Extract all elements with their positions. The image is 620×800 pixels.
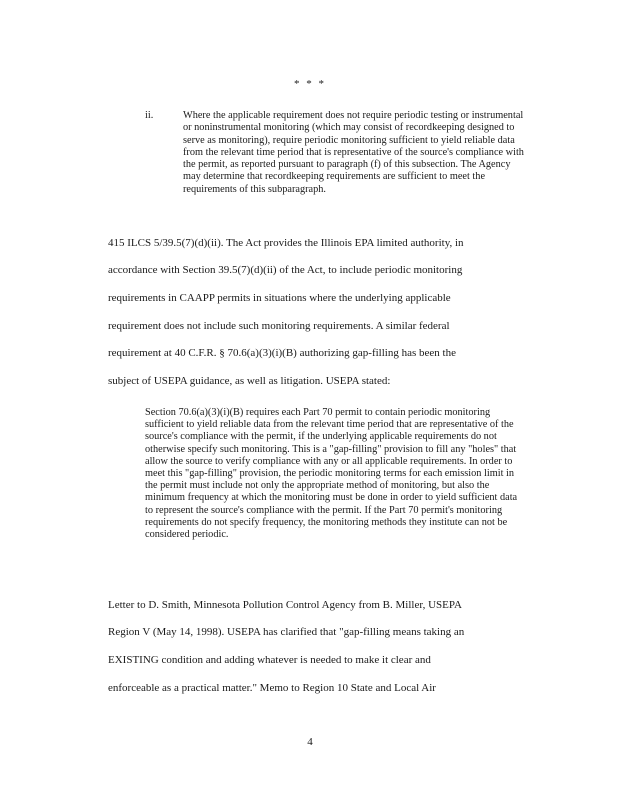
page-number: 4 — [307, 736, 313, 748]
body-line: requirement at 40 C.F.R. § 70.6(a)(3)(i)(B) authorizing gap-filling has been the — [108, 347, 456, 359]
body-line: requirement does not include such monitoring requirements. A similar federal — [108, 320, 450, 332]
body-line: subject of USEPA guidance, as well as litigation. USEPA stated: — [108, 375, 391, 387]
body-line: EXISTING condition and adding whatever is needed to make it clear and — [108, 654, 431, 666]
subparagraph-text: Where the applicable requirement does not require periodic testing or instrumental or noninstrumental monitoring (which may consist of recordkeeping designed to serve as monitoring), require periodic monitoring sufficient to yield reliable data from the relevant time period that is representative of the source's compliance with the permit, as reported pursuant to paragraph (f) of this subsection. The Agency may determine that recordkeeping requirements are sufficient to meet the requirements of this subparagraph. — [183, 110, 524, 195]
block-quote: Section 70.6(a)(3)(i)(B) requires each Part 70 permit to contain periodic monitoring sufficient to yield reliable data from the relevant time period that are representative of the source's compliance with the permit, if the underlying applicable requirements do not otherwise specify such monitoring. This is a "gap-filling" provision to fill any "holes" that allow the source to verify compliance with any or all applicable requirements. In order to meet this "gap-filling" provision, the periodic monitoring terms for each emission limit in the permit must include not only the appropriate method of monitoring, but also the minimum frequency at which the monitoring must be done in order to yield sufficient data to represent the source's compliance with the permit. If the Part 70 permit's monitoring requirements do not specify frequency, the monitoring methods they institute can not be considered periodic. — [145, 407, 518, 541]
body-line: Letter to D. Smith, Minnesota Pollution Control Agency from B. Miller, USEPA — [108, 599, 462, 611]
body-line: requirements in CAAPP permits in situations where the underlying applicable — [108, 292, 451, 304]
subparagraph-number: ii. — [145, 110, 154, 121]
quoted-subparagraph — [145, 110, 525, 196]
body-line: accordance with Section 39.5(7)(d)(ii) of the Act, to include periodic monitoring — [108, 264, 463, 276]
body-line: 415 ILCS 5/39.5(7)(d)(ii). The Act provides the Illinois EPA limited authority, in — [108, 237, 464, 249]
body-line: enforceable as a practical matter." Memo to Region 10 State and Local Air — [108, 682, 436, 694]
section-separator: * * * — [294, 78, 326, 90]
body-line: Region V (May 14, 1998). USEPA has clarified that "gap-filling means taking an — [108, 626, 465, 638]
